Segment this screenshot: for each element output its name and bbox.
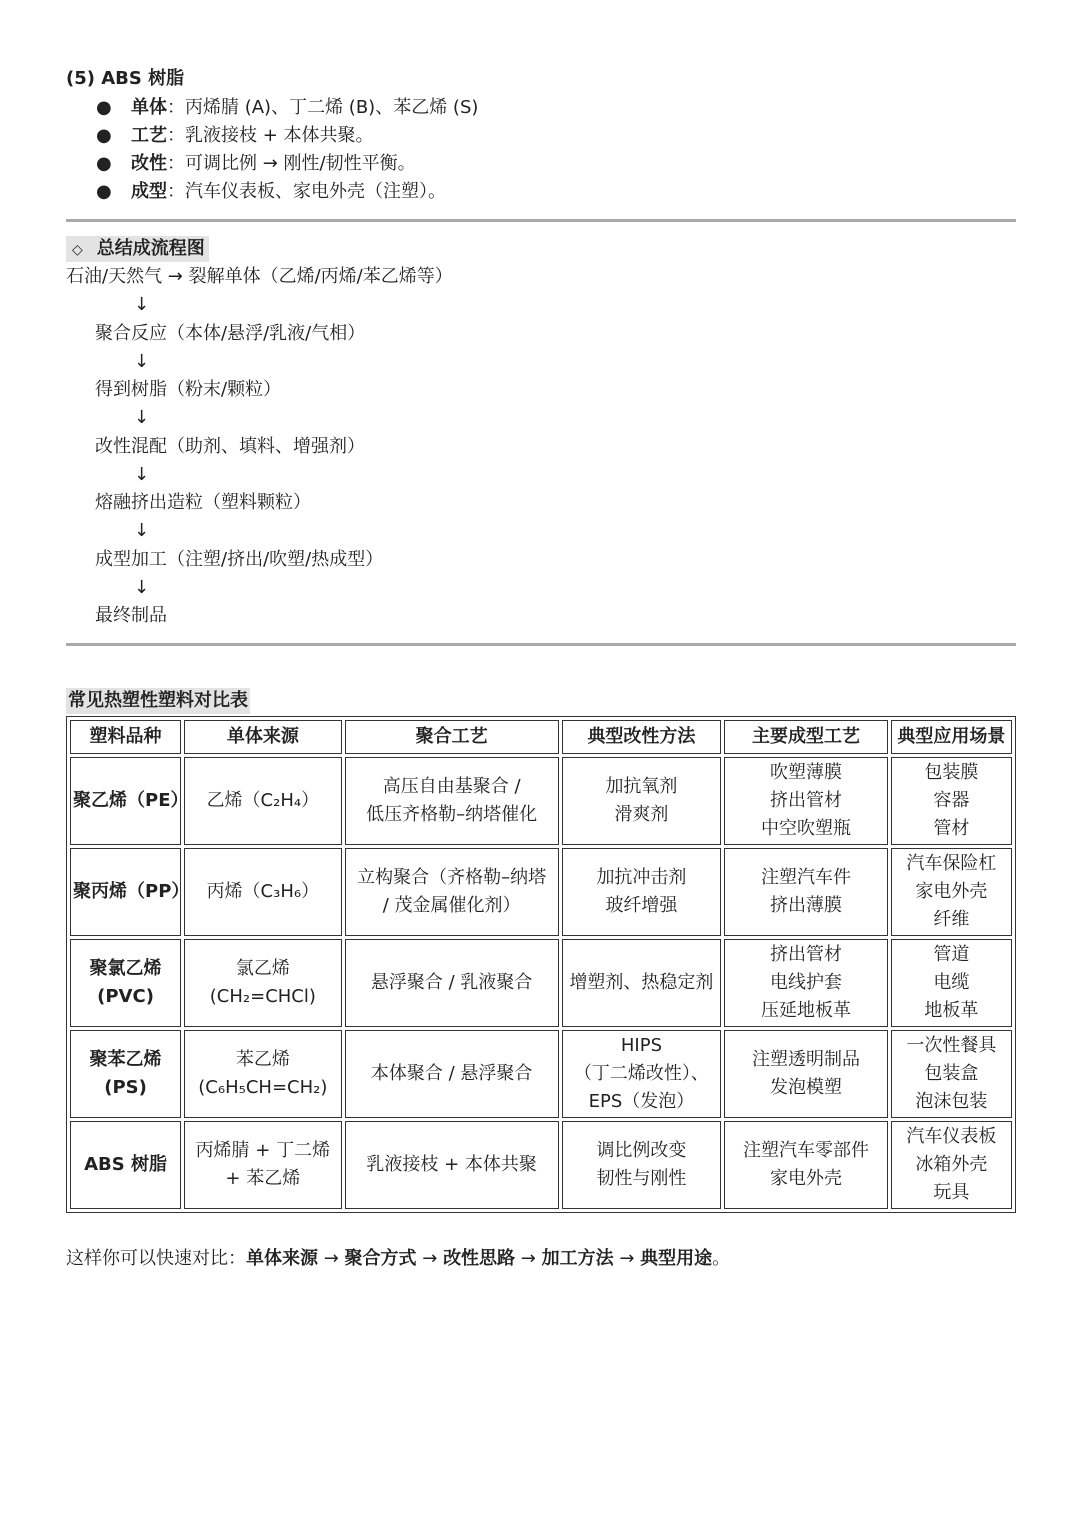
down-arrow-icon: ↓ xyxy=(134,577,150,598)
right-arrow-icon: → xyxy=(416,1248,444,1269)
cell-line: (C₆H₅CH=CH₂) xyxy=(198,1077,328,1098)
table-row xyxy=(70,1121,1012,1209)
cell-line: 乳液接枝 + 本体共聚 xyxy=(366,1154,537,1175)
bullet-label: 改性 xyxy=(131,153,167,174)
cell-line: 容器 xyxy=(933,790,970,811)
cell-line: 玩具 xyxy=(933,1182,970,1203)
cell-line: 中空吹塑瓶 xyxy=(761,818,851,839)
flow-step: 成型加工（注塑/挤出/吹塑/热成型） xyxy=(95,549,384,570)
cell-applications xyxy=(891,848,1012,936)
down-arrow-icon: ↓ xyxy=(134,520,150,541)
summary-title: 总结成流程图 xyxy=(96,238,205,259)
cell-plastic-type xyxy=(70,1030,181,1118)
cell-line: 加抗氧剂 xyxy=(605,776,678,797)
bullet-item xyxy=(66,150,478,178)
cell-polymerization xyxy=(345,1030,559,1118)
cell-line: 调比例改变 xyxy=(596,1140,687,1161)
cell-plastic-type xyxy=(70,1121,181,1209)
bullet-item xyxy=(66,94,478,122)
table-row xyxy=(70,848,1012,936)
cell-line: 立构聚合（齐格勒–纳塔 xyxy=(357,867,547,888)
cell-applications xyxy=(891,1030,1012,1118)
cell-line: 家电外壳 xyxy=(915,881,988,902)
cell-line: 聚苯乙烯 xyxy=(89,1049,162,1070)
flow-step: 改性混配（助剂、填料、增强剂） xyxy=(95,436,365,457)
cell-forming-process xyxy=(724,757,888,845)
right-arrow-icon: → xyxy=(515,1248,542,1269)
cell-modification xyxy=(562,939,722,1027)
bullet-dot-icon: ● xyxy=(96,97,112,118)
cell-line: 电线护套 xyxy=(770,972,842,993)
cell-line: + 苯乙烯 xyxy=(225,1168,301,1189)
summary-heading xyxy=(66,236,209,262)
cell-monomer-source xyxy=(184,1121,342,1209)
cell-line: 韧性与刚性 xyxy=(596,1168,687,1189)
cell-line: 发泡模塑 xyxy=(770,1077,842,1098)
cell-line: 管材 xyxy=(933,818,970,839)
cell-polymerization xyxy=(345,757,559,845)
abs-section-heading: (5) ABS 树脂 xyxy=(66,68,185,89)
cell-line: HIPS xyxy=(620,1035,662,1056)
cell-forming-process xyxy=(724,939,888,1027)
table-row xyxy=(70,1030,1012,1118)
flow-step: 石油/天然气 → 裂解单体（乙烯/丙烯/苯乙烯等） xyxy=(66,266,453,287)
cell-line: 氯乙烯 xyxy=(235,958,290,979)
cell-line: 悬浮聚合 / 乳液聚合 xyxy=(370,972,533,993)
footer-item: 聚合方式 xyxy=(344,1248,417,1269)
footer-item: 改性思路 xyxy=(443,1248,516,1269)
cell-modification xyxy=(562,848,722,936)
cell-line: 低压齐格勒–纳塔催化 xyxy=(366,804,538,825)
footer-prefix: 这样你可以快速对比： xyxy=(66,1248,246,1269)
comparison-table xyxy=(66,716,1016,1213)
down-arrow-icon: ↓ xyxy=(134,407,150,428)
cell-line: 注塑汽车零部件 xyxy=(743,1140,869,1161)
column-header: 单体来源 xyxy=(184,720,342,754)
cell-forming-process xyxy=(724,1030,888,1118)
footer-summary xyxy=(66,1246,730,1272)
cell-line: (PS) xyxy=(104,1077,147,1098)
diamond-icon: ◇ xyxy=(72,242,83,258)
cell-monomer-source xyxy=(184,757,342,845)
cell-modification xyxy=(562,1030,722,1118)
flow-step: 聚合反应（本体/悬浮/乳液/气相） xyxy=(95,323,366,344)
table-title: 常见热塑性塑料对比表 xyxy=(66,688,250,714)
flow-step: 熔融挤出造粒（塑料颗粒） xyxy=(95,492,311,513)
bullet-text: ：乳液接枝 + 本体共聚。 xyxy=(167,125,374,146)
divider xyxy=(66,643,1016,646)
cell-monomer-source xyxy=(184,848,342,936)
column-header: 聚合工艺 xyxy=(345,720,559,754)
cell-applications xyxy=(891,757,1012,845)
flow-step: 最终制品 xyxy=(95,605,167,626)
bullet-label: 单体 xyxy=(131,97,167,118)
bullet-text: ：汽车仪表板、家电外壳（注塑）。 xyxy=(167,181,446,202)
cell-line: 包装膜 xyxy=(924,762,979,783)
cell-line: 苯乙烯 xyxy=(235,1049,290,1070)
cell-line: 汽车仪表板 xyxy=(906,1126,997,1147)
flow-step: 得到树脂（粉末/颗粒） xyxy=(95,379,282,400)
cell-forming-process xyxy=(724,848,888,936)
column-header: 主要成型工艺 xyxy=(724,720,888,754)
cell-line: 聚乙烯（PE） xyxy=(73,790,189,811)
cell-monomer-source xyxy=(184,939,342,1027)
cell-polymerization xyxy=(345,939,559,1027)
cell-line: 高压自由基聚合 / xyxy=(382,776,521,797)
bullet-text: ：可调比例 → 刚性/韧性平衡。 xyxy=(167,153,416,174)
right-arrow-icon: → xyxy=(318,1248,345,1269)
cell-line: 滑爽剂 xyxy=(614,804,669,825)
cell-line: （丁二烯改性）、 xyxy=(573,1063,709,1084)
cell-line: 聚丙烯（PP） xyxy=(73,881,190,902)
cell-polymerization xyxy=(345,1121,559,1209)
cell-modification xyxy=(562,1121,722,1209)
table-row xyxy=(70,757,1012,845)
bullet-label: 成型 xyxy=(131,181,167,202)
cell-line: 吹塑薄膜 xyxy=(770,762,842,783)
cell-line: 乙烯（C₂H₄） xyxy=(206,790,320,811)
cell-line: 注塑透明制品 xyxy=(752,1049,860,1070)
cell-plastic-type xyxy=(70,757,189,845)
cell-plastic-type xyxy=(70,848,190,936)
bullet-item xyxy=(66,122,478,150)
footer-item: 单体来源 xyxy=(246,1248,318,1269)
footer-suffix: 。 xyxy=(712,1248,731,1269)
right-arrow-icon: → xyxy=(613,1248,641,1269)
cell-line: 本体聚合 / 悬浮聚合 xyxy=(370,1063,533,1084)
cell-line: / 茂金属催化剂） xyxy=(382,895,521,916)
cell-line: 汽车保险杠 xyxy=(906,853,997,874)
down-arrow-icon: ↓ xyxy=(134,464,150,485)
footer-item: 典型用途 xyxy=(640,1248,713,1269)
cell-plastic-type xyxy=(70,939,181,1027)
column-header: 典型改性方法 xyxy=(562,720,722,754)
table-header-row xyxy=(70,720,1012,754)
cell-modification xyxy=(562,757,722,845)
cell-line: 注塑汽车件 xyxy=(761,867,851,888)
cell-line: 加抗冲击剂 xyxy=(596,867,687,888)
cell-monomer-source xyxy=(184,1030,342,1118)
cell-line: 聚氯乙烯 xyxy=(89,958,162,979)
cell-line: 冰箱外壳 xyxy=(915,1154,988,1175)
cell-line: 电缆 xyxy=(933,972,970,993)
cell-line: 挤出薄膜 xyxy=(770,895,842,916)
cell-polymerization xyxy=(345,848,559,936)
abs-bullet-list xyxy=(66,94,478,206)
cell-line: 地板革 xyxy=(924,1000,979,1021)
down-arrow-icon: ↓ xyxy=(134,294,150,315)
cell-line: 泡沫包装 xyxy=(915,1091,988,1112)
cell-line: (PVC) xyxy=(97,986,154,1007)
bullet-dot-icon: ● xyxy=(96,125,112,146)
divider xyxy=(66,219,1016,222)
cell-line: (CH₂=CHCl) xyxy=(209,986,316,1007)
cell-forming-process xyxy=(724,1121,888,1209)
cell-line: 玻纤增强 xyxy=(605,895,678,916)
bullet-text: ：丙烯腈 (A)、丁二烯 (B)、苯乙烯 (S) xyxy=(167,97,479,118)
cell-line: 挤出管材 xyxy=(770,790,842,811)
cell-line: 丙烯腈 + 丁二烯 xyxy=(195,1140,331,1161)
column-header: 塑料品种 xyxy=(70,720,181,754)
cell-line: 一次性餐具 xyxy=(906,1035,997,1056)
column-header: 典型应用场景 xyxy=(891,720,1012,754)
cell-line: 管道 xyxy=(933,944,970,965)
cell-line: 包装盒 xyxy=(924,1063,979,1084)
cell-line: 挤出管材 xyxy=(770,944,842,965)
footer-item: 加工方法 xyxy=(541,1248,614,1269)
bullet-item xyxy=(66,178,478,206)
bullet-label: 工艺 xyxy=(131,125,167,146)
bullet-dot-icon: ● xyxy=(96,153,112,174)
cell-line: EPS（发泡） xyxy=(588,1091,695,1112)
cell-line: 增塑剂、热稳定剂 xyxy=(569,972,714,993)
cell-line: 压延地板革 xyxy=(761,1000,851,1021)
cell-line: ABS 树脂 xyxy=(84,1154,167,1175)
table-row xyxy=(70,939,1012,1027)
bullet-dot-icon: ● xyxy=(96,181,112,202)
down-arrow-icon: ↓ xyxy=(134,351,150,372)
cell-applications xyxy=(891,1121,1012,1209)
cell-line: 纤维 xyxy=(933,909,970,930)
cell-applications xyxy=(891,939,1012,1027)
cell-line: 丙烯（C₃H₆） xyxy=(206,881,320,902)
cell-line: 家电外壳 xyxy=(770,1168,842,1189)
